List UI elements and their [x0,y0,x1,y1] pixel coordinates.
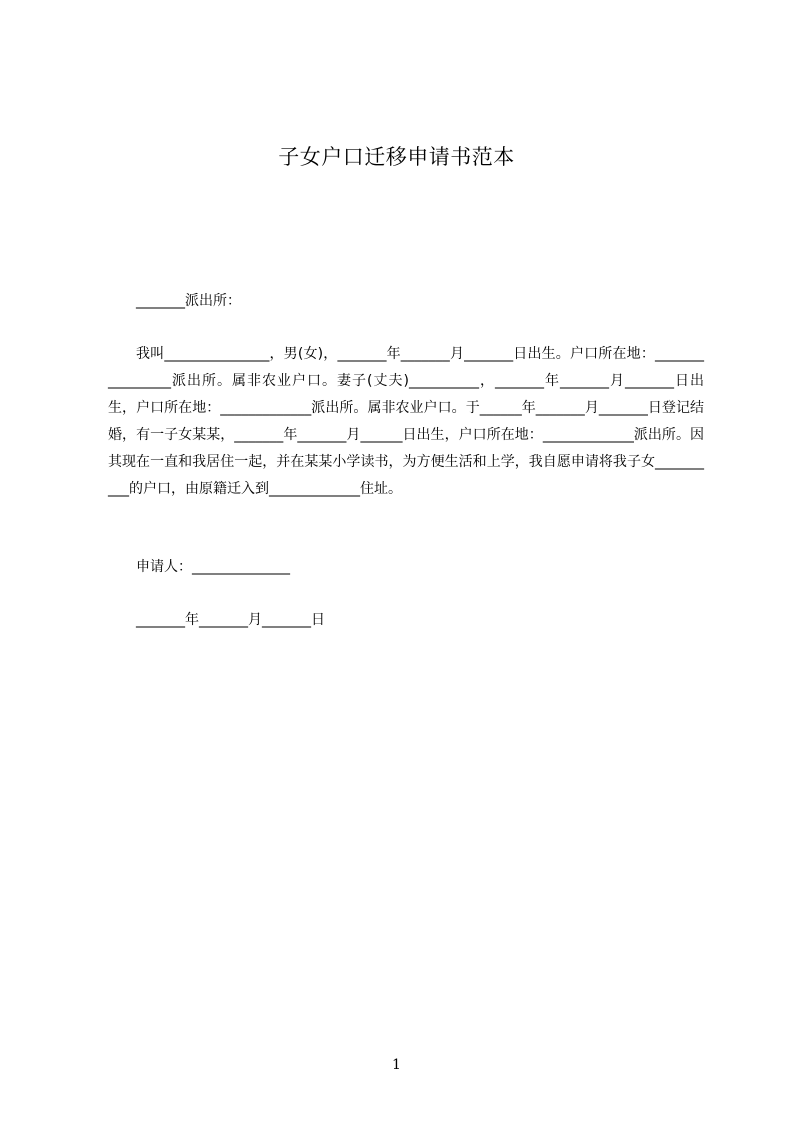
date-line: _______年_______月_______日 [136,612,325,628]
page-title: 子女户口迁移申请书范本 [278,145,515,169]
applicant-signature-line: 申请人：______________ [136,559,290,575]
addressee-line: _______派出所： [136,293,241,309]
application-body: 我叫_______________，男(女)，_______年_______月_______日出生。户口所在地：________________派出所。属非农业户口。妻子(丈夫)__________，_______年_______月_______日出生，户口所在地：_____________派出所。属非农业户口。于______年_______月_______日登记结婚，有一子女某某，_______年_______月______日出生，户口所在地：_____________派出所。因其现在一直和我居住一起，并在某某小学读书，为方便生活和上学，我自愿申请将我子女__________的户口，由原籍迁入到_____________住址。 [108,346,704,497]
page-number: 1 [392,1057,401,1073]
